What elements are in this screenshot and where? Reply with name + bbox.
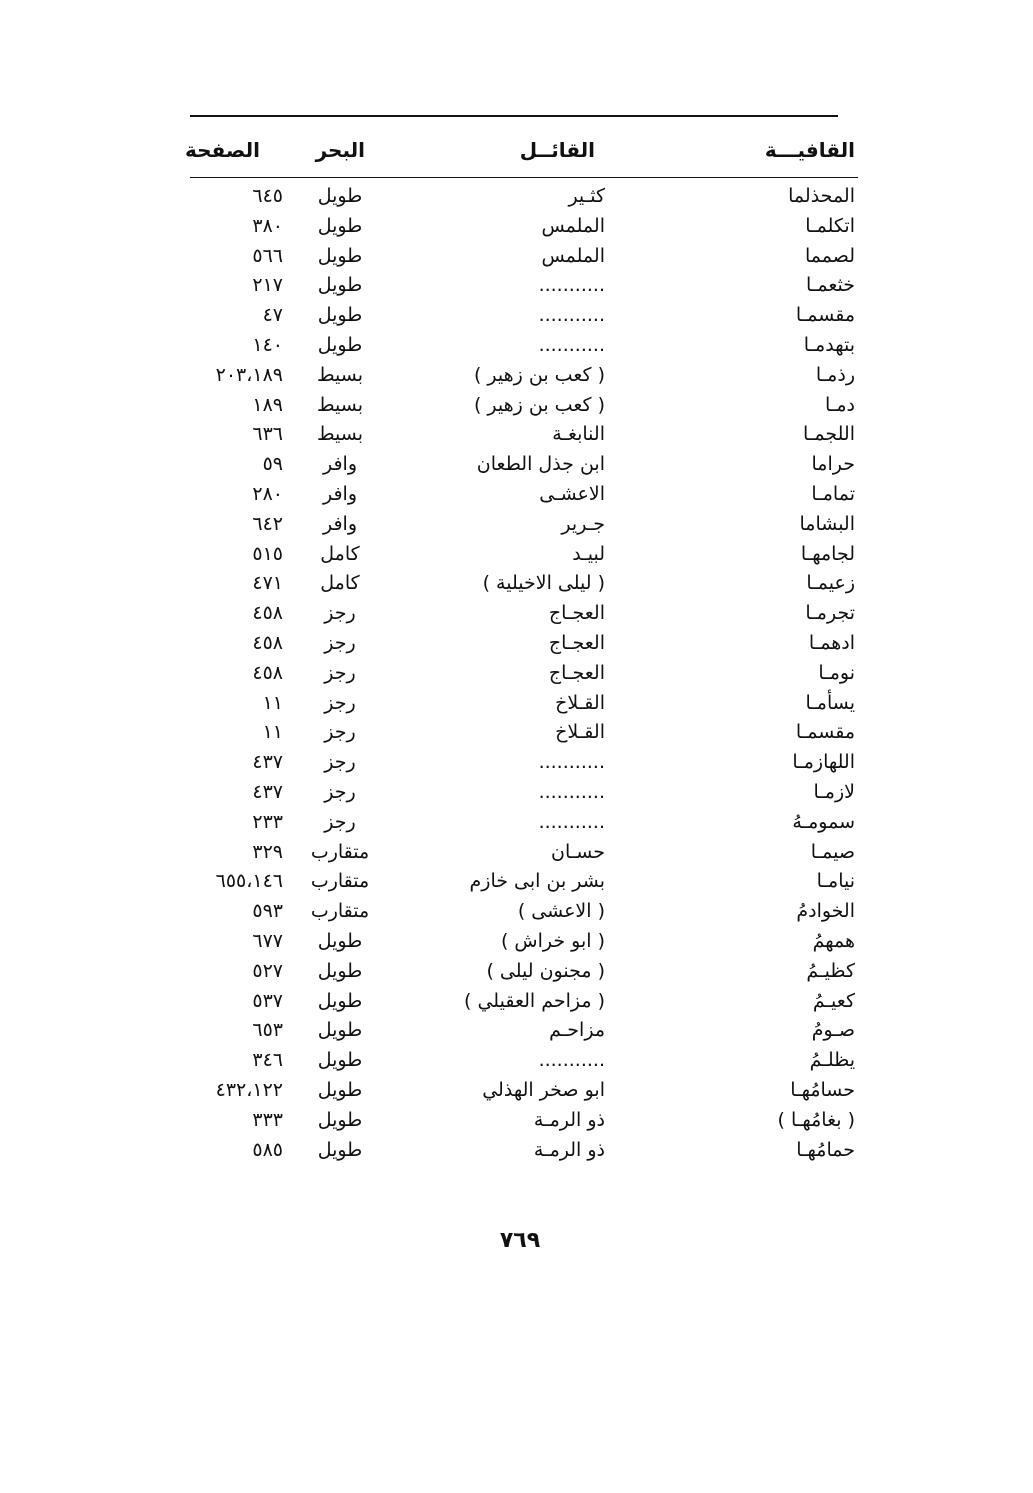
page-cell: ٣٤٦ — [252, 1049, 283, 1072]
header-rhyme: القافيـــة — [764, 138, 855, 162]
meter-cell: وافر — [322, 512, 358, 535]
meter-cell: رجز — [324, 691, 356, 714]
rhyme-cell: لصمما — [804, 244, 855, 267]
header-rule — [190, 177, 858, 178]
poet-cell: الاعشـى — [539, 482, 605, 505]
poet-cell: ( الاعشى ) — [517, 900, 605, 923]
page-cell: ٤٥٨ — [252, 661, 283, 684]
table-row — [180, 630, 860, 660]
rhyme-cell: اللجمـا — [803, 423, 855, 446]
poet-cell: ........... — [538, 780, 605, 803]
meter-cell: رجز — [324, 602, 356, 625]
page-cell: ٢٨٠ — [252, 482, 283, 505]
meter-cell: طويل — [317, 244, 363, 267]
meter-cell: طويل — [317, 1108, 363, 1131]
poet-cell: جـرير — [561, 512, 605, 535]
rhyme-cell: صـومُ — [811, 1019, 855, 1042]
page-cell: ٢٣٣ — [252, 810, 283, 833]
rhyme-cell: يسأمـا — [805, 691, 855, 714]
header-poet: القائــل — [519, 138, 595, 162]
table-row — [180, 362, 860, 392]
meter-cell: طويل — [317, 959, 363, 982]
rhyme-cell: الخوادمُ — [796, 900, 855, 923]
page-cell: ٤٣٧ — [252, 780, 283, 803]
table-row — [180, 928, 860, 958]
page-number: ٧٦٩ — [499, 1228, 541, 1253]
meter-cell: وافر — [322, 482, 358, 505]
page-cell: ٤٧١ — [252, 572, 283, 595]
table-row — [180, 451, 860, 481]
page-cell: ٦٧٧ — [252, 929, 283, 952]
poet-cell: ابو صخر الهذلي — [482, 1078, 605, 1101]
meter-cell: طويل — [317, 1019, 363, 1042]
page-cell: ٦٤٢ — [252, 512, 283, 535]
rhyme-cell: لجامهـا — [800, 542, 855, 565]
meter-cell: طويل — [317, 1078, 363, 1101]
table-row — [180, 719, 860, 749]
page-cell: ٥٩٣ — [252, 900, 283, 923]
meter-cell: متقارب — [310, 900, 370, 923]
top-rule — [190, 115, 838, 117]
meter-cell: رجز — [324, 751, 356, 774]
meter-cell: طويل — [317, 304, 363, 327]
poet-cell: القـلاخ — [555, 721, 605, 744]
rhyme-cell: كعيـمُ — [812, 989, 855, 1012]
table-row — [180, 272, 860, 302]
rhyme-cell: مقسمـا — [795, 721, 855, 744]
poet-cell: الملمس — [541, 214, 605, 237]
header-meter: البحر — [315, 138, 365, 162]
poet-cell: ........... — [538, 751, 605, 774]
poet-cell: ( مزاحم العقيلي ) — [464, 989, 605, 1012]
poet-cell: ( ابو خراش ) — [500, 929, 605, 952]
poet-cell: العجـاج — [548, 661, 605, 684]
poet-cell: ( ليلى الاخيلية ) — [482, 572, 605, 595]
meter-cell: طويل — [317, 989, 363, 1012]
rhyme-cell: مقسمـا — [795, 304, 855, 327]
table-row — [180, 1077, 860, 1107]
poet-cell: بشر بن ابى خازم — [469, 870, 605, 893]
table-row — [180, 1137, 860, 1167]
rhyme-cell: زعيمـا — [806, 572, 855, 595]
page-cell: ٦٥٣ — [252, 1019, 283, 1042]
page-cell: ٤٥٨ — [252, 602, 283, 625]
page-cell: ٥٩ — [262, 453, 283, 476]
page-cell: ٣٣٣ — [252, 1108, 283, 1131]
meter-cell: بسيط — [316, 363, 363, 386]
table-row — [180, 839, 860, 869]
header-page: الصفحة — [184, 138, 260, 162]
meter-cell: وافر — [322, 453, 358, 476]
rhyme-cell: اللهازمـا — [792, 751, 855, 774]
page-cell: ٦٥٥،١٤٦ — [215, 870, 283, 893]
page-cell: ٦٣٦ — [252, 423, 283, 446]
poet-cell: ذو الرمـة — [533, 1108, 605, 1131]
rhyme-cell: خثعمـا — [806, 274, 855, 297]
poet-cell: القـلاخ — [555, 691, 605, 714]
meter-cell: رجز — [324, 780, 356, 803]
page-cell: ٤٧ — [262, 304, 283, 327]
meter-cell: طويل — [317, 333, 363, 356]
table-row — [180, 481, 860, 511]
poet-cell: ( كعب بن زهير ) — [473, 393, 605, 416]
page-cell: ٤٣٢،١٢٢ — [215, 1078, 283, 1101]
table-row — [180, 660, 860, 690]
table-row — [180, 988, 860, 1018]
page-cell: ٤٥٨ — [252, 631, 283, 654]
page-cell: ٥٣٧ — [252, 989, 283, 1012]
rhyme-cell: نيامـا — [816, 870, 855, 893]
table-row — [180, 809, 860, 839]
poet-cell: كثـير — [568, 185, 605, 207]
rhyme-cell: حسامُهـا — [790, 1078, 855, 1101]
poet-cell: مزاحـم — [549, 1019, 605, 1042]
rhyme-cell: صيمـا — [810, 840, 855, 863]
poet-cell: ........... — [538, 304, 605, 327]
table-row — [180, 898, 860, 928]
rhyme-cell: ادهمـا — [808, 631, 855, 654]
page-cell: ٢٠٣،١٨٩ — [215, 363, 283, 386]
rhyme-cell: نومـا — [818, 661, 855, 684]
poet-cell: ........... — [538, 1049, 605, 1072]
rhyme-cell: حراما — [811, 453, 855, 476]
meter-cell: طويل — [317, 185, 363, 207]
poet-cell: لبيـد — [572, 542, 605, 565]
meter-cell: طويل — [317, 274, 363, 297]
poet-cell: حسـان — [550, 840, 605, 863]
page-cell: ١٤٠ — [252, 333, 283, 356]
poet-cell: ذو الرمـة — [533, 1138, 605, 1161]
poet-cell: ( مجنون ليلى ) — [486, 959, 605, 982]
poet-cell: النابغـة — [552, 423, 605, 446]
table-row — [180, 183, 860, 213]
page-cell: ١٨٩ — [252, 393, 283, 416]
table-row — [180, 1017, 860, 1047]
poet-cell: الملمس — [541, 244, 605, 267]
meter-cell: بسيط — [316, 423, 363, 446]
page-cell: ٥٦٦ — [252, 244, 283, 267]
meter-cell: طويل — [317, 1138, 363, 1161]
page-cell: ٢١٧ — [252, 274, 283, 297]
meter-cell: رجز — [324, 661, 356, 684]
index-table — [180, 183, 860, 1166]
meter-cell: رجز — [324, 810, 356, 833]
page-cell: ٣٨٠ — [252, 214, 283, 237]
poet-cell: ابن جذل الطعان — [476, 453, 605, 476]
rhyme-cell: ( بغامُهـا ) — [777, 1108, 855, 1131]
page-cell: ٣٢٩ — [252, 840, 283, 863]
rhyme-cell: تمامـا — [811, 482, 855, 505]
page-cell: ٥٢٧ — [252, 959, 283, 982]
table-row — [180, 511, 860, 541]
meter-cell: بسيط — [316, 393, 363, 416]
table-row — [180, 570, 860, 600]
meter-cell: طويل — [317, 929, 363, 952]
meter-cell: رجز — [324, 721, 356, 744]
table-row — [180, 332, 860, 362]
table-header — [180, 138, 860, 174]
table-row — [180, 302, 860, 332]
poet-cell: ........... — [538, 810, 605, 833]
meter-cell: كامل — [320, 542, 360, 565]
table-row — [180, 868, 860, 898]
rhyme-cell: كظيـمُ — [806, 959, 855, 982]
rhyme-cell: دمـا — [825, 393, 855, 416]
rhyme-cell: بتهدمـا — [803, 333, 855, 356]
table-row — [180, 421, 860, 451]
rhyme-cell: اتكلمـا — [805, 214, 855, 237]
meter-cell: متقارب — [310, 840, 370, 863]
rhyme-cell: يظلـمُ — [809, 1049, 855, 1072]
table-row — [180, 1107, 860, 1137]
table-row — [180, 690, 860, 720]
table-row — [180, 243, 860, 273]
poet-cell: العجـاج — [548, 602, 605, 625]
poet-cell: العجـاج — [548, 631, 605, 654]
meter-cell: كامل — [320, 572, 360, 595]
table-row — [180, 213, 860, 243]
table-row — [180, 1047, 860, 1077]
table-row — [180, 779, 860, 809]
rhyme-cell: رذمـا — [815, 363, 855, 386]
rhyme-cell: سمومـهُ — [792, 810, 855, 833]
page-cell: ٤٣٧ — [252, 751, 283, 774]
page-cell: ٦٤٥ — [252, 185, 283, 207]
poet-cell: ........... — [538, 274, 605, 297]
meter-cell: طويل — [317, 214, 363, 237]
page-cell: ٥٨٥ — [252, 1138, 283, 1161]
table-row — [180, 541, 860, 571]
rhyme-cell: حمامُهـا — [796, 1138, 855, 1161]
page-cell: ١١ — [262, 721, 283, 744]
table-row — [180, 600, 860, 630]
rhyme-cell: تجرمـا — [805, 602, 855, 625]
poet-cell: ( كعب بن زهير ) — [473, 363, 605, 386]
page-cell: ١١ — [262, 691, 283, 714]
meter-cell: طويل — [317, 1049, 363, 1072]
rhyme-cell: لازمـا — [813, 780, 855, 803]
page-cell: ٥١٥ — [252, 542, 283, 565]
poet-cell: ........... — [538, 333, 605, 356]
meter-cell: متقارب — [310, 870, 370, 893]
table-row — [180, 392, 860, 422]
rhyme-cell: همهمُ — [812, 929, 855, 952]
table-row — [180, 958, 860, 988]
table-row — [180, 749, 860, 779]
rhyme-cell: البشاما — [799, 512, 855, 535]
meter-cell: رجز — [324, 631, 356, 654]
rhyme-cell: المحذلما — [788, 185, 855, 207]
